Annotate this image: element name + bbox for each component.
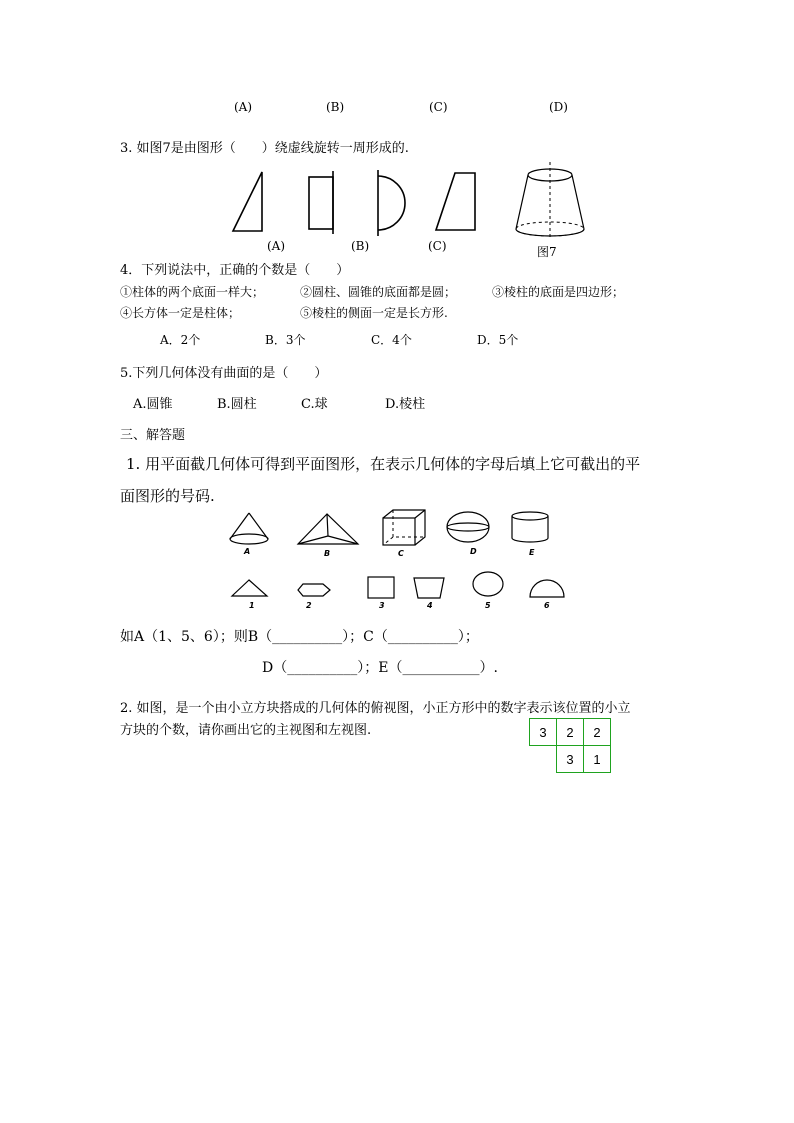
q5-option-b: B.圆柱 <box>217 397 257 412</box>
statement-4: ④长方体一定是柱体； <box>120 306 241 320</box>
question-3-text: 3. 如图7是由图形（ ）绕虚线旋转一周形成的. <box>120 141 409 156</box>
answer-line-1: 如A（1、5、6）；则B（__________）；C（__________）； <box>120 629 479 645</box>
sphere-solid <box>447 512 489 542</box>
figure-label-fig7: 图7 <box>537 245 557 259</box>
cube-solid <box>383 510 425 545</box>
section-3-heading: 三、解答题 <box>120 428 186 443</box>
q5-option-c: C.球 <box>301 397 328 412</box>
shape-semicircle <box>530 580 564 597</box>
cylinder-solid <box>512 512 548 542</box>
shape-label-3: 3 <box>379 601 385 610</box>
question-5-text: 5.下列几何体没有曲面的是（ ） <box>120 366 328 381</box>
q4-option-c: C．4个 <box>371 333 412 347</box>
answer-line-2: D（__________）；E（___________）. <box>262 660 498 676</box>
grid-cell: 2 <box>556 718 584 746</box>
shape-label-5: 5 <box>485 601 491 610</box>
cone-solid <box>230 513 268 544</box>
problem-2-line-2: 方块的个数，请你画出它的主视图和左视图. <box>120 723 372 738</box>
problem-1-line-2: 面图形的号码. <box>120 487 215 505</box>
shape-trapezoid <box>414 578 444 598</box>
solid-label-e: E <box>529 548 535 557</box>
q4-option-b: B．3个 <box>265 333 306 347</box>
pyramid-solid <box>298 514 358 544</box>
figure-label-a: (A) <box>267 239 286 253</box>
grid-cell: 3 <box>556 745 584 773</box>
statement-2: ②圆柱、圆锥的底面都是圆； <box>300 285 457 299</box>
statement-3: ③棱柱的底面是四边形； <box>492 285 625 299</box>
figure-label-b: (B) <box>351 239 370 253</box>
option-label-b: (B) <box>326 100 345 114</box>
problem-2-line-1: 2. 如图，是一个由小立方块搭成的几何体的俯视图，小正方形中的数字表示该位置的小立 <box>120 701 631 716</box>
q5-option-d: D.棱柱 <box>385 397 426 412</box>
solid-label-a: A <box>244 547 251 556</box>
grid-cell: 2 <box>583 718 611 746</box>
shape-triangle <box>232 580 267 596</box>
grid-cell: 1 <box>583 745 611 773</box>
shape-label-2: 2 <box>306 601 312 610</box>
shape-label-1: 1 <box>249 601 255 610</box>
statement-1: ①柱体的两个底面一样大； <box>120 285 265 299</box>
shape-hexagon <box>298 584 330 596</box>
option-label-c: (C) <box>429 100 448 114</box>
q5-option-a: A.圆锥 <box>133 397 173 412</box>
shape-square <box>368 577 394 598</box>
shape-circle <box>473 572 503 596</box>
solid-label-b: B <box>324 549 331 558</box>
problem-1-line-1: 1. 用平面截几何体可得到平面图形，在表示几何体的字母后填上它可截出的平 <box>126 455 641 473</box>
q4-option-d: D．5个 <box>477 333 519 347</box>
statement-5: ⑤棱柱的侧面一定是长方形. <box>300 306 448 320</box>
option-label-d: (D) <box>549 100 568 114</box>
q4-option-a: A．2个 <box>160 333 201 347</box>
option-label-a: (A) <box>234 100 253 114</box>
shape-label-4: 4 <box>427 601 433 610</box>
solid-label-c: C <box>398 549 404 558</box>
figure-label-c: (C) <box>428 239 447 253</box>
question-4-text: 4．下列说法中，正确的个数是（ ） <box>120 263 350 278</box>
shape-label-6: 6 <box>544 601 550 610</box>
top-view-grid <box>529 718 613 774</box>
solid-label-d: D <box>470 547 477 556</box>
grid-cell: 3 <box>529 718 557 746</box>
